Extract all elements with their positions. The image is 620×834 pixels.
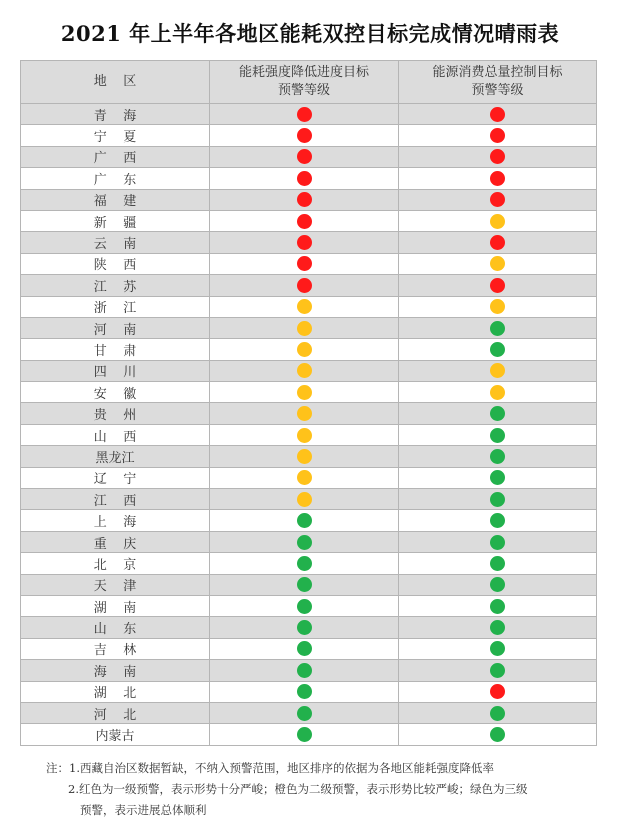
table-row (21, 638, 597, 659)
table-row (21, 146, 597, 167)
orange-warning-dot (490, 363, 505, 378)
table-header-row (21, 61, 597, 104)
region-cell: 内蒙古 (21, 724, 210, 745)
green-warning-dot (490, 406, 505, 421)
table-row (21, 125, 597, 146)
table-row (21, 275, 597, 296)
region-cell: 河 北 (21, 702, 210, 723)
intensity-warning-cell (210, 168, 399, 189)
footnote-1: 注：1.西藏自治区数据暂缺，不纳入预警范围，地区排序的依据为各地区能耗强度降低率 (46, 761, 494, 775)
region-cell: 福 建 (21, 189, 210, 210)
orange-warning-dot (297, 321, 312, 336)
table-body (21, 104, 597, 746)
intensity-warning-cell (210, 446, 399, 467)
intensity-warning-cell (210, 275, 399, 296)
orange-warning-dot (490, 385, 505, 400)
orange-warning-dot (490, 256, 505, 271)
intensity-warning-cell (210, 531, 399, 552)
region-cell: 辽 宁 (21, 467, 210, 488)
region-cell: 江 西 (21, 489, 210, 510)
total-warning-cell (399, 382, 597, 403)
intensity-warning-cell (210, 681, 399, 702)
total-warning-cell (399, 446, 597, 467)
table-row (21, 617, 597, 638)
intensity-warning-cell (210, 489, 399, 510)
total-warning-cell (399, 681, 597, 702)
red-warning-dot (490, 684, 505, 699)
red-warning-dot (297, 149, 312, 164)
total-warning-cell (399, 210, 597, 231)
total-warning-cell (399, 617, 597, 638)
table-row (21, 574, 597, 595)
table-row (21, 232, 597, 253)
green-warning-dot (297, 684, 312, 699)
intensity-warning-cell (210, 210, 399, 231)
total-warning-cell (399, 424, 597, 445)
green-warning-dot (297, 577, 312, 592)
header-total-warning: 能源消费总量控制目标 预警等级 (399, 61, 597, 104)
orange-warning-dot (297, 342, 312, 357)
total-warning-cell (399, 339, 597, 360)
region-cell: 山 西 (21, 424, 210, 445)
green-warning-dot (297, 727, 312, 742)
green-warning-dot (490, 321, 505, 336)
intensity-warning-cell (210, 510, 399, 531)
region-cell: 海 南 (21, 660, 210, 681)
intensity-warning-cell (210, 253, 399, 274)
table-row (21, 702, 597, 723)
red-warning-dot (297, 214, 312, 229)
intensity-warning-cell (210, 296, 399, 317)
table-row (21, 553, 597, 574)
red-warning-dot (490, 235, 505, 250)
table-row (21, 724, 597, 745)
total-warning-cell (399, 253, 597, 274)
table-row (21, 595, 597, 616)
region-cell: 广 西 (21, 146, 210, 167)
header-region: 地 区 (21, 61, 210, 104)
total-warning-cell (399, 660, 597, 681)
intensity-warning-cell (210, 146, 399, 167)
intensity-warning-cell (210, 360, 399, 381)
region-cell: 山 东 (21, 617, 210, 638)
green-warning-dot (297, 706, 312, 721)
region-cell: 青 海 (21, 104, 210, 125)
intensity-warning-cell (210, 467, 399, 488)
total-warning-cell (399, 104, 597, 125)
green-warning-dot (490, 599, 505, 614)
total-warning-cell (399, 168, 597, 189)
red-warning-dot (297, 171, 312, 186)
intensity-warning-cell (210, 553, 399, 574)
intensity-warning-cell (210, 724, 399, 745)
green-warning-dot (490, 641, 505, 656)
orange-warning-dot (297, 299, 312, 314)
region-cell: 广 东 (21, 168, 210, 189)
table-row (21, 317, 597, 338)
red-warning-dot (297, 107, 312, 122)
region-cell: 吉 林 (21, 638, 210, 659)
total-warning-cell (399, 403, 597, 424)
green-warning-dot (490, 556, 505, 571)
region-cell: 安 徽 (21, 382, 210, 403)
green-warning-dot (490, 342, 505, 357)
total-warning-cell (399, 574, 597, 595)
red-warning-dot (297, 278, 312, 293)
green-warning-dot (490, 492, 505, 507)
table-row (21, 382, 597, 403)
total-warning-cell (399, 232, 597, 253)
red-warning-dot (490, 107, 505, 122)
region-cell: 贵 州 (21, 403, 210, 424)
green-warning-dot (490, 663, 505, 678)
orange-warning-dot (297, 406, 312, 421)
intensity-warning-cell (210, 660, 399, 681)
total-warning-cell (399, 724, 597, 745)
intensity-warning-cell (210, 403, 399, 424)
red-warning-dot (297, 128, 312, 143)
total-warning-cell (399, 638, 597, 659)
intensity-warning-cell (210, 424, 399, 445)
green-warning-dot (297, 535, 312, 550)
table-row (21, 403, 597, 424)
region-cell: 江 苏 (21, 275, 210, 296)
total-warning-cell (399, 467, 597, 488)
orange-warning-dot (490, 299, 505, 314)
intensity-warning-cell (210, 617, 399, 638)
table-row (21, 168, 597, 189)
red-warning-dot (490, 192, 505, 207)
orange-warning-dot (297, 385, 312, 400)
table-row (21, 296, 597, 317)
orange-warning-dot (297, 363, 312, 378)
total-warning-cell (399, 510, 597, 531)
orange-warning-dot (297, 449, 312, 464)
intensity-warning-cell (210, 104, 399, 125)
intensity-warning-cell (210, 232, 399, 253)
green-warning-dot (490, 428, 505, 443)
footnotes (46, 758, 606, 821)
intensity-warning-cell (210, 638, 399, 659)
green-warning-dot (490, 706, 505, 721)
red-warning-dot (490, 149, 505, 164)
intensity-warning-cell (210, 382, 399, 403)
footnote-2-continued: 预警，表示进展总体顺利 (80, 803, 207, 817)
footnote-2: 2.红色为一级预警，表示形势十分严峻；橙色为二级预警，表示形势比较严峻；绿色为三级 (68, 782, 528, 796)
total-warning-cell (399, 189, 597, 210)
orange-warning-dot (297, 492, 312, 507)
total-warning-cell (399, 125, 597, 146)
green-warning-dot (490, 535, 505, 550)
table-row (21, 531, 597, 552)
intensity-warning-cell (210, 702, 399, 723)
region-cell: 黑龙江 (21, 446, 210, 467)
green-warning-dot (297, 641, 312, 656)
region-cell: 云 南 (21, 232, 210, 253)
red-warning-dot (297, 256, 312, 271)
table-row (21, 253, 597, 274)
orange-warning-dot (297, 470, 312, 485)
green-warning-dot (490, 449, 505, 464)
region-cell: 北 京 (21, 553, 210, 574)
red-warning-dot (490, 278, 505, 293)
table-row (21, 510, 597, 531)
red-warning-dot (490, 128, 505, 143)
table-row (21, 210, 597, 231)
green-warning-dot (297, 556, 312, 571)
green-warning-dot (490, 577, 505, 592)
region-cell: 甘 肃 (21, 339, 210, 360)
total-warning-cell (399, 317, 597, 338)
orange-warning-dot (297, 428, 312, 443)
red-warning-dot (490, 171, 505, 186)
region-cell: 上 海 (21, 510, 210, 531)
header-intensity-warning: 能耗强度降低进度目标 预警等级 (210, 61, 399, 104)
region-cell: 湖 南 (21, 595, 210, 616)
green-warning-dot (297, 620, 312, 635)
orange-warning-dot (490, 214, 505, 229)
total-warning-cell (399, 275, 597, 296)
page-title: 2021 年上半年各地区能耗双控目标完成情况晴雨表 (60, 21, 560, 46)
region-cell: 河 南 (21, 317, 210, 338)
region-cell: 宁 夏 (21, 125, 210, 146)
region-cell: 天 津 (21, 574, 210, 595)
table-row (21, 424, 597, 445)
table-row (21, 660, 597, 681)
intensity-warning-cell (210, 574, 399, 595)
green-warning-dot (490, 620, 505, 635)
intensity-warning-cell (210, 189, 399, 210)
total-warning-cell (399, 360, 597, 381)
table-row (21, 360, 597, 381)
table-row (21, 339, 597, 360)
total-warning-cell (399, 146, 597, 167)
total-warning-cell (399, 489, 597, 510)
total-warning-cell (399, 296, 597, 317)
total-warning-cell (399, 595, 597, 616)
warning-table (20, 60, 597, 746)
table-row (21, 681, 597, 702)
green-warning-dot (490, 513, 505, 528)
table-row (21, 446, 597, 467)
green-warning-dot (297, 663, 312, 678)
intensity-warning-cell (210, 317, 399, 338)
intensity-warning-cell (210, 125, 399, 146)
red-warning-dot (297, 192, 312, 207)
table-row (21, 489, 597, 510)
green-warning-dot (490, 727, 505, 742)
red-warning-dot (297, 235, 312, 250)
intensity-warning-cell (210, 339, 399, 360)
region-cell: 陕 西 (21, 253, 210, 274)
table-row (21, 104, 597, 125)
green-warning-dot (297, 599, 312, 614)
region-cell: 新 疆 (21, 210, 210, 231)
intensity-warning-cell (210, 595, 399, 616)
total-warning-cell (399, 553, 597, 574)
total-warning-cell (399, 702, 597, 723)
region-cell: 重 庆 (21, 531, 210, 552)
table-row (21, 467, 597, 488)
total-warning-cell (399, 531, 597, 552)
region-cell: 湖 北 (21, 681, 210, 702)
region-cell: 四 川 (21, 360, 210, 381)
green-warning-dot (490, 470, 505, 485)
region-cell: 浙 江 (21, 296, 210, 317)
green-warning-dot (297, 513, 312, 528)
table-row (21, 189, 597, 210)
